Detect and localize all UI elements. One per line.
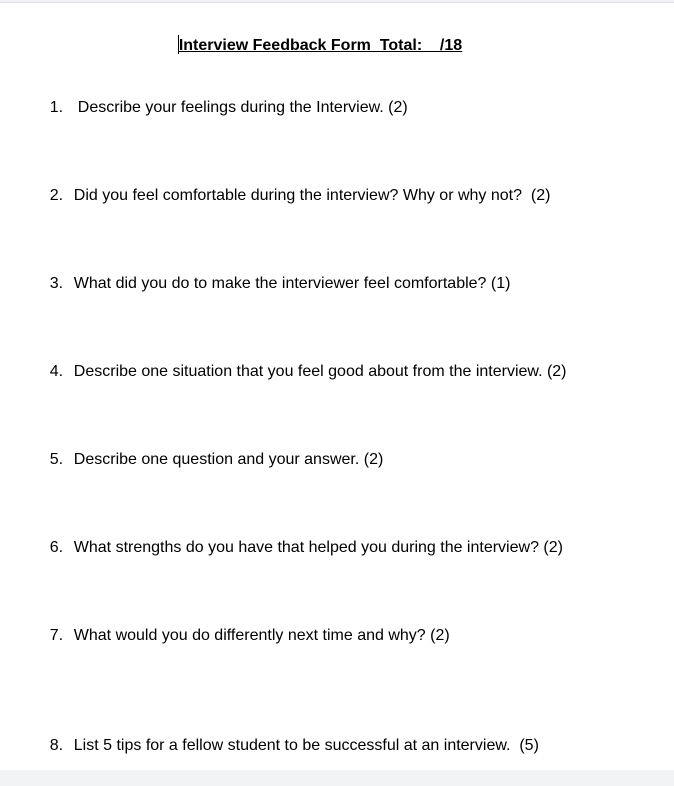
form-title-text: Interview Feedback Form Total: /18 (178, 37, 463, 54)
question-8 (32, 717, 539, 774)
question-text: Describe your feelings during the Interview. (2) (77, 99, 408, 116)
question-number: 7. (49, 627, 64, 644)
question-7 (32, 607, 450, 664)
question-text: Did you feel comfortable during the interview? Why or why not? (2) (73, 187, 551, 204)
question-number: 8. (49, 737, 64, 754)
question-text: What strengths do you have that helped you during the interview? (2) (73, 539, 563, 556)
question-number: 1. (49, 99, 64, 116)
question-6 (32, 519, 563, 576)
question-text: Describe one situation that you feel good about from the interview. (2) (73, 363, 567, 380)
document-page[interactable] (0, 2, 674, 770)
question-2 (32, 167, 550, 224)
question-text: What would you do differently next time and why? (2) (73, 627, 450, 644)
question-1 (32, 79, 408, 136)
question-number: 6. (49, 539, 64, 556)
question-number: 3. (49, 275, 64, 292)
question-text: Describe one question and your answer. (2) (73, 451, 384, 468)
question-4 (32, 343, 567, 400)
question-text: List 5 tips for a fellow student to be successful at an interview. (5) (73, 737, 539, 754)
question-number: 5. (49, 451, 64, 468)
question-number: 2. (49, 187, 64, 204)
question-3 (32, 255, 510, 312)
question-number: 4. (49, 363, 64, 380)
question-text: What did you do to make the interviewer feel comfortable? (1) (73, 275, 511, 292)
question-5 (32, 431, 383, 488)
form-title (0, 35, 640, 55)
